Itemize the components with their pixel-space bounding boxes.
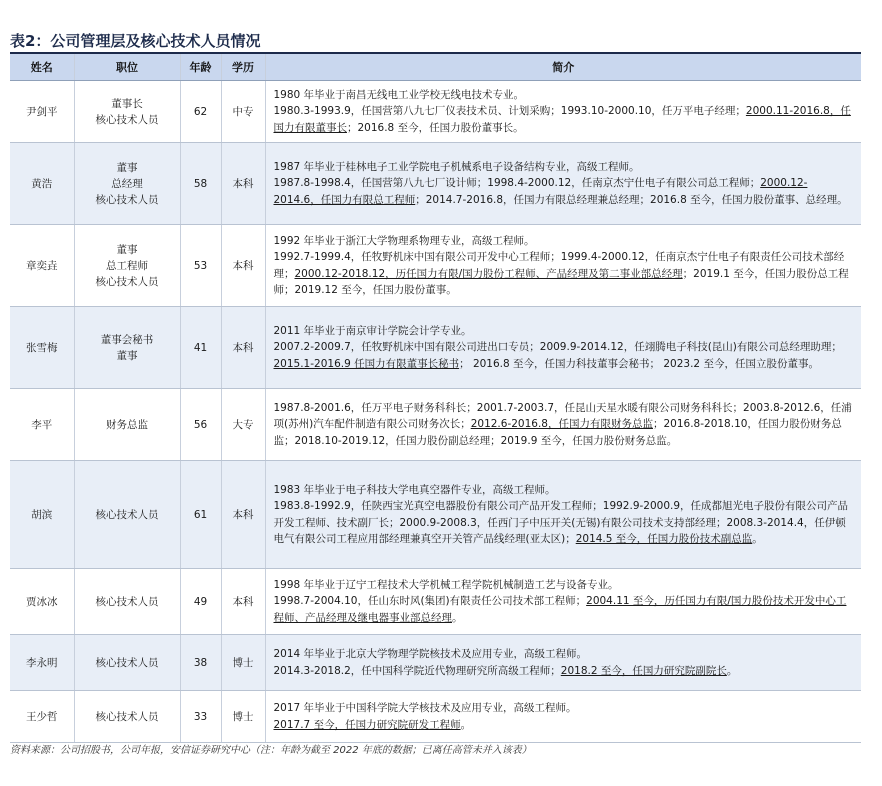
bio-text: 2011 年毕业于南京审计学院会计学专业。: [273, 324, 472, 337]
bio-text: 1980.3-1993.9，任国营第八九七厂仪表技术员、计划采购；1993.10-2000.10，任万平电子经理；: [273, 105, 746, 118]
cell-age: 41: [180, 307, 221, 389]
bio-text: ；2016.8-2018.10，任国力股份财务总监；2018.10-2019.12，任国力股份副总经理；2019.9 至今，任国力股份财务总监。: [273, 418, 842, 447]
cell-education: 大专: [221, 389, 265, 461]
table-row: [10, 569, 861, 635]
bio-text: 1998.7-2004.10，任山东时风(集团)有限责任公司技术部工程师；: [273, 595, 587, 608]
cell-position: 董事 总工程师 核心技术人员: [74, 225, 180, 307]
cell-bio: [265, 225, 861, 307]
bio-text: ；2019.1 至今，任国力股份总工程师；2019.12 至今，任国力股份董事。: [273, 267, 849, 296]
bio-highlight: 2018.2 至今，任国力研究院副院长: [560, 664, 727, 677]
bio-text: 1983.8-1992.9，任陕西宝光真空电器股份有限公司产品开发工程师；1992.9-2000.9，任成都旭光电子股份有限公司产品开发工程师、技术副厂长；2000.9-2008.3，任西门子中压开关(无锡)有限公司技术支持部经理；2008.3-2014.4，任伊顿电气有限公司工程应用部经理兼真空开关管产品线经理(亚太区)；: [273, 500, 849, 545]
bio-highlight: 2004.11 至今，历任国力有限/国力股份技术开发中心工程师、产品经理及继电器事业部总经理: [273, 595, 847, 624]
table-row: [10, 307, 861, 389]
cell-position: 核心技术人员: [74, 569, 180, 635]
header-name: 姓名: [10, 53, 74, 81]
cell-name: 贾冰冰: [10, 569, 74, 635]
table-header-row: [10, 53, 861, 81]
table-row: [10, 389, 861, 461]
bio-text: ；2016.8 至今，任国力股份董事长。: [347, 121, 524, 134]
cell-name: 黄浩: [10, 143, 74, 225]
cell-education: 本科: [221, 307, 265, 389]
bio-highlight: 2014.5 至今，任国力股份技术副总监: [575, 533, 753, 545]
cell-age: 33: [180, 691, 221, 743]
cell-education: 本科: [221, 143, 265, 225]
table-row: [10, 225, 861, 307]
bio-text: 1987.8-1998.4，任国营第八九七厂设计师；1998.4-2000.12，任南京杰宁仕电子有限公司总工程师；: [273, 177, 761, 190]
cell-position: 董事 总经理 核心技术人员: [74, 143, 180, 225]
table-row: [10, 691, 861, 743]
bio-text: 。: [726, 664, 738, 677]
cell-education: 中专: [221, 81, 265, 143]
cell-name: 王少哲: [10, 691, 74, 743]
header-education: 学历: [221, 53, 265, 81]
cell-name: 李永明: [10, 635, 74, 691]
bio-text: 2014 年毕业于北京大学物理学院核技术及应用专业，高级工程师。: [273, 648, 588, 660]
bio-text: 1983 年毕业于电子科技大学电真空器件专业，高级工程师。: [273, 483, 556, 496]
bio-text: 1980 年毕业于南昌无线电工业学校无线电技术专业。: [273, 88, 525, 101]
cell-position: 核心技术人员: [74, 691, 180, 743]
cell-position: 董事会秘书 董事: [74, 307, 180, 389]
cell-age: 58: [180, 143, 221, 225]
cell-education: 本科: [221, 461, 265, 569]
cell-bio: [265, 635, 861, 691]
cell-bio: [265, 461, 861, 569]
cell-name: 李平: [10, 389, 74, 461]
cell-name: 张雪梅: [10, 307, 74, 389]
cell-education: 本科: [221, 225, 265, 307]
bio-highlight: 2015.1-2016.9 任国力有限董事长秘书: [273, 357, 460, 370]
cell-education: 博士: [221, 691, 265, 743]
cell-age: 53: [180, 225, 221, 307]
table-row: [10, 143, 861, 225]
cell-position: 财务总监: [74, 389, 180, 461]
cell-education: 本科: [221, 569, 265, 635]
bio-highlight: 2000.11-2016.8，任国力有限董事长: [273, 105, 851, 134]
table-title: 表2：公司管理层及核心技术人员情况: [10, 32, 261, 50]
bio-text: ； 2016.8 至今，任国力科技董事会秘书； 2023.2 至今，任国立股份董事。: [459, 357, 819, 370]
cell-bio: [265, 569, 861, 635]
header-position: 职位: [74, 53, 180, 81]
table-row: [10, 635, 861, 691]
cell-age: 38: [180, 635, 221, 691]
cell-name: 章奕垚: [10, 225, 74, 307]
table-row: [10, 461, 861, 569]
cell-name: 尹剑平: [10, 81, 74, 143]
bio-text: 。: [460, 718, 472, 731]
bio-text: 2014.3-2018.2，任中国科学院近代物理研究所高级工程师；: [273, 664, 561, 677]
bio-text: 1987 年毕业于桂林电子工业学院电子机械系电子设备结构专业，高级工程师。: [273, 160, 640, 173]
cell-name: 胡滨: [10, 461, 74, 569]
bio-text: 。: [452, 611, 463, 624]
table-row: [10, 81, 861, 143]
cell-bio: [265, 691, 861, 743]
cell-position: 核心技术人员: [74, 461, 180, 569]
bio-text: 2007.2-2009.7，任牧野机床中国有限公司进出口专员；2009.9-2014.12，任翊腾电子科技(昆山)有限公司总经理助理；: [273, 341, 842, 354]
cell-bio: [265, 389, 861, 461]
cell-bio: [265, 81, 861, 143]
bio-text: 2017 年毕业于中国科学院大学核技术及应用专业，高级工程师。: [273, 702, 577, 714]
cell-position: 核心技术人员: [74, 635, 180, 691]
bio-highlight: 2012.6-2016.8，任国力有限财务总监: [470, 418, 653, 431]
bio-text: ；2014.7-2016.8，任国力有限总经理兼总经理；2016.8 至今，任国力股份董事、总经理。: [415, 193, 848, 206]
bio-text: 1987.8-2001.6，任万平电子财务科科长；2001.7-2003.7，任昆山天星水暖有限公司财务科科长；2003.8-2012.6，任浦项(苏州)汽车配件制造有限公司财务次长；: [273, 401, 852, 431]
source-note: 资料来源：公司招股书，公司年报，安信证券研究中心（注：年龄为截至 2022 年底的数据；已离任高管未并入该表）: [10, 745, 532, 756]
bio-highlight: 2017.7 至今，任国力研究院研发工程师: [273, 718, 461, 731]
cell-age: 62: [180, 81, 221, 143]
table-body: [10, 81, 861, 743]
cell-education: 博士: [221, 635, 265, 691]
bio-highlight: 2000.12-2018.12，历任国力有限/国力股份工程师、产品经理及第二事业部总经理: [294, 267, 683, 280]
cell-bio: [265, 143, 861, 225]
cell-age: 56: [180, 389, 221, 461]
header-age: 年龄: [180, 53, 221, 81]
cell-position: 董事长 核心技术人员: [74, 81, 180, 143]
cell-age: 49: [180, 569, 221, 635]
bio-text: 。: [752, 533, 763, 545]
bio-text: 1998 年毕业于辽宁工程技术大学机械工程学院机械制造工艺与设备专业。: [273, 578, 619, 591]
bio-highlight: 2000.12-2014.6，任国力有限总工程师: [273, 177, 808, 206]
header-bio: 简介: [265, 53, 861, 81]
management-table: [10, 52, 861, 743]
cell-bio: [265, 307, 861, 389]
cell-age: 61: [180, 461, 221, 569]
bio-text: 1992.7-1999.4，任牧野机床中国有限公司开发中心工程师；1999.4-2000.12，任南京杰宁仕电子有限责任公司技术部经理；: [273, 251, 845, 280]
bio-text: 1992 年毕业于浙江大学物理系物理专业，高级工程师。: [273, 234, 535, 247]
